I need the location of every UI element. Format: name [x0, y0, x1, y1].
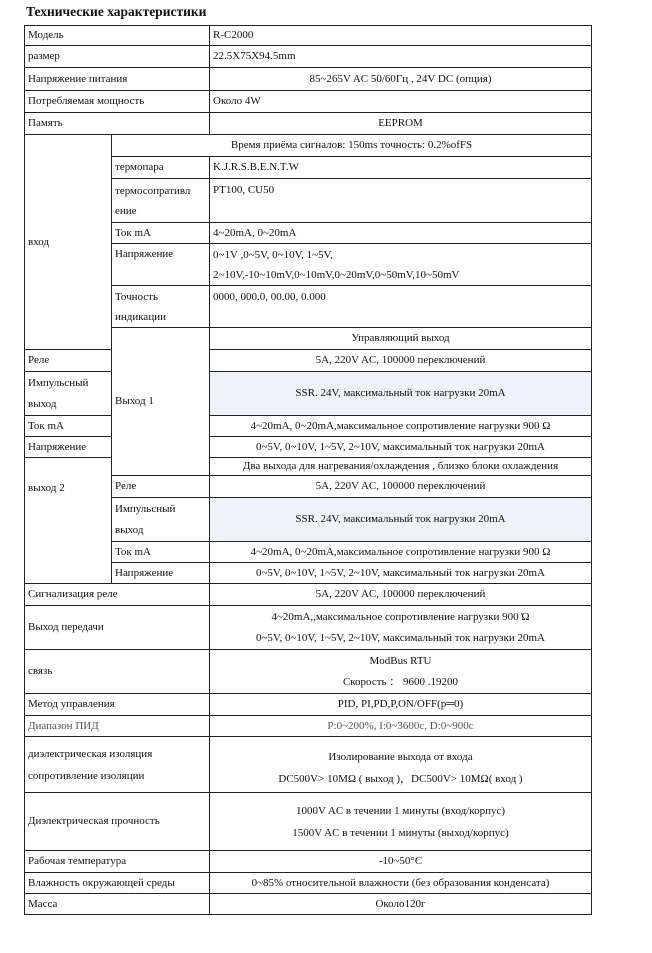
output1-label: Выход 1 — [112, 328, 210, 476]
thermocouple-value: K.J.R.S.B.E.N.T.W — [210, 157, 592, 179]
table-row — [25, 694, 592, 716]
weight-value: Около120г — [210, 894, 592, 915]
size-label: размер — [25, 46, 210, 68]
output2-pulse-label: Импульсный выход — [112, 498, 210, 542]
isolation-label: диэлектрическая изоляция сопротивление изоляции — [25, 737, 210, 793]
table-row — [25, 437, 592, 458]
transmission-value: 4~20mA,,максимальное сопротивление нагрузки 900 Ώ 0~5V, 0~10V, 1~5V, 2~10V, максимальный ток нагрузки 20mA — [210, 606, 592, 650]
input-current-value: 4~20mA, 0~20mA — [210, 223, 592, 244]
memory-value: EEPROM — [210, 113, 592, 135]
rtd-value: PT100, CU50 — [210, 179, 592, 223]
output2-current-value: 4~20mA, 0~20mA,максимальное сопротивление нагрузки 900 Ω — [210, 542, 592, 563]
table-row — [25, 650, 592, 694]
output2-current-label: Ток mA — [112, 542, 210, 563]
table-row — [25, 46, 592, 68]
table-row — [25, 91, 592, 113]
table-row — [25, 716, 592, 737]
table-row — [25, 873, 592, 894]
power-supply-value: 85~265V AC 50/60Гц , 24V DC (опция) — [210, 68, 592, 91]
table-row — [25, 458, 592, 476]
spec-table — [24, 25, 592, 915]
thermocouple-label: термопара — [112, 157, 210, 179]
alarm-relay-value: 5A, 220V AC, 100000 переключений — [210, 584, 592, 606]
table-row — [25, 372, 592, 416]
accuracy-label: Точность индикации — [112, 286, 210, 328]
table-row — [25, 135, 592, 157]
input-label: вход — [25, 135, 112, 350]
output2-relay-value: 5A, 220V AC, 100000 переключений — [210, 476, 592, 498]
rtd-label: термосопративл ение — [112, 179, 210, 223]
page-title: Технические характеристики — [26, 4, 207, 19]
output1-header: Управляющий выход — [210, 328, 592, 350]
operating-temp-value: -10~50°C — [210, 851, 592, 873]
consumption-value: Около 4W — [210, 91, 592, 113]
model-value: R-C2000 — [210, 26, 592, 46]
output1-relay-label: Реле — [25, 350, 112, 372]
control-method-value: PID, PI,PD,P,ON/OFF(p═0) — [210, 694, 592, 716]
table-row — [25, 606, 592, 650]
input-current-label: Ток mA — [112, 223, 210, 244]
power-supply-label: Напряжение питания — [25, 68, 210, 91]
output2-header: Два выхода для нагревания/охлаждения , близко блоки охлаждения — [210, 458, 592, 476]
table-row — [25, 68, 592, 91]
dielectric-label: Диэлектрическая прочность — [25, 793, 210, 851]
humidity-value: 0~85% относительной влажности (без образования конденсата) — [210, 873, 592, 894]
consumption-label: Потребляемая мощность — [25, 91, 210, 113]
table-row — [25, 113, 592, 135]
memory-label: Память — [25, 113, 210, 135]
table-row — [25, 793, 592, 851]
output2-voltage-value: 0~5V, 0~10V, 1~5V, 2~10V, максимальный ток нагрузки 20mA — [210, 563, 592, 584]
pid-range-value: P:0~200%, I:0~3600c, D:0~900c — [210, 716, 592, 737]
output1-voltage-value: 0~5V, 0~10V, 1~5V, 2~10V, максимальный ток нагрузки 20mA — [210, 437, 592, 458]
alarm-relay-label: Сигнализация реле — [25, 584, 210, 606]
weight-label: Масса — [25, 894, 210, 915]
transmission-label: Выход передачи — [25, 606, 210, 650]
output2-pulse-value: SSR. 24V, максимальный ток нагрузки 20mA — [210, 498, 592, 542]
accuracy-value: 0000, 000.0, 00.00, 0.000 — [210, 286, 592, 328]
table-row — [25, 350, 592, 372]
pid-range-label: Диапазон ПИД — [25, 716, 210, 737]
isolation-value: Изолирование выхода от входа DC500V> 10MΩ ( выход )，DC500V> 10MΩ( вход ) — [210, 737, 592, 793]
communication-label: связь — [25, 650, 210, 694]
humidity-label: Влажность окружающей среды — [25, 873, 210, 894]
table-row — [25, 584, 592, 606]
output2-label: выход 2 — [25, 458, 112, 584]
output2-voltage-label: Напряжение — [112, 563, 210, 584]
input-header: Время приёма сигналов: 150ms точность: 0.2%ofFS — [112, 135, 592, 157]
table-row — [25, 851, 592, 873]
output2-relay-label: Реле — [112, 476, 210, 498]
table-row — [25, 416, 592, 437]
model-label: Модель — [25, 26, 210, 46]
table-row — [25, 737, 592, 793]
output1-pulse-label: Импульсный выход — [25, 372, 112, 416]
output1-relay-value: 5A, 220V AC, 100000 переключений — [210, 350, 592, 372]
input-voltage-value: 0~1V ,0~5V, 0~10V, 1~5V, 2~10V,-10~10mV,0~10mV,0~20mV,0~50mV,10~50mV — [210, 244, 592, 286]
communication-value: ModBus RTU Скорость ： 9600 .19200 — [210, 650, 592, 694]
control-method-label: Метод управления — [25, 694, 210, 716]
output1-voltage-label: Напряжение — [25, 437, 112, 458]
dielectric-value: 1000V AC в течении 1 минуты (вход/корпус) 1500V AC в течении 1 минуты (выход/корпус) — [210, 793, 592, 851]
size-value: 22.5X75X94.5mm — [210, 46, 592, 68]
table-row — [25, 894, 592, 915]
output1-pulse-value: SSR. 24V, максимальный ток нагрузки 20mA — [210, 372, 592, 416]
table-row — [25, 26, 592, 46]
operating-temp-label: Рабочая температура — [25, 851, 210, 873]
output1-current-value: 4~20mA, 0~20mA,максимальное сопротивление нагрузки 900 Ω — [210, 416, 592, 437]
output1-current-label: Ток mA — [25, 416, 112, 437]
input-voltage-label: Напряжение — [112, 244, 210, 286]
